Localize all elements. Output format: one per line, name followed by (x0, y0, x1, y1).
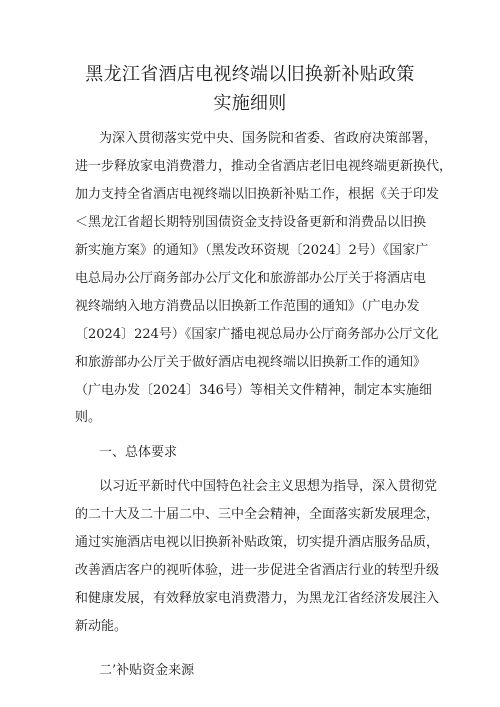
intro-line: 和旅游部办公厅关于做好酒店电视终端以旧换新工作的通知》 (75, 355, 427, 370)
section-1-heading: 一、总体要求 (99, 445, 178, 460)
intro-line: 新实施方案》的通知》（黑发改环资规〔2024〕2号）《国家广 (75, 243, 429, 258)
intro-line: （广电办发〔2024〕346号）等相关文件精神，制定本实施细 (75, 383, 432, 398)
document-title-line-1: 黑龙江省酒店电视终端以旧换新补贴政策 (85, 64, 415, 85)
intro-line: 加力支持全省酒店电视终端以旧换新补贴工作，根据《关于印发 (75, 187, 440, 202)
intro-line: 视终端纳入地方消费品以旧换新工作范围的通知》（广电办发 (75, 299, 420, 314)
intro-line: ＜黑龙江省超长期特别国债资金支持设备更新和消费品以旧换 (75, 215, 427, 230)
section-1-line: 以习近平新时代中国特色社会主义思想为指导，深入贯彻党 (99, 479, 438, 494)
section-1-line: 和健康发展，有效释放家电消费潜力，为黑龙江省经济发展注入 (75, 591, 440, 606)
section-1-line: 通过实施酒店电视以旧换新补贴政策，切实提升酒店服务品质， (75, 535, 440, 550)
intro-line: 电总局办公厅商务部办公厅文化和旅游部办公厅关于将酒店电 (75, 271, 427, 286)
intro-line: 进一步释放家电消费潜力，推动全省酒店老旧电视终端更新换代， (75, 159, 453, 174)
intro-line: 〔2024〕224号）《国家广播电视总局办公厅商务部办公厅文化 (75, 327, 439, 342)
section-1-line: 改善酒店客户的视听体验，进一步促进全省酒店行业的转型升级 (75, 563, 440, 578)
section-1-line: 新动能。 (75, 619, 128, 634)
intro-line: 则。 (75, 410, 102, 425)
intro-line: 为深入贯彻落实党中央、国务院和省委、省政府决策部署， (99, 131, 438, 146)
section-1-line: 的二十大及二十届二中、三中全会精神，全面落实新发展理念， (75, 507, 440, 522)
document-title-line-2: 实施细则 (213, 93, 287, 114)
section-2-heading: 二’补贴资金来源 (99, 663, 195, 678)
